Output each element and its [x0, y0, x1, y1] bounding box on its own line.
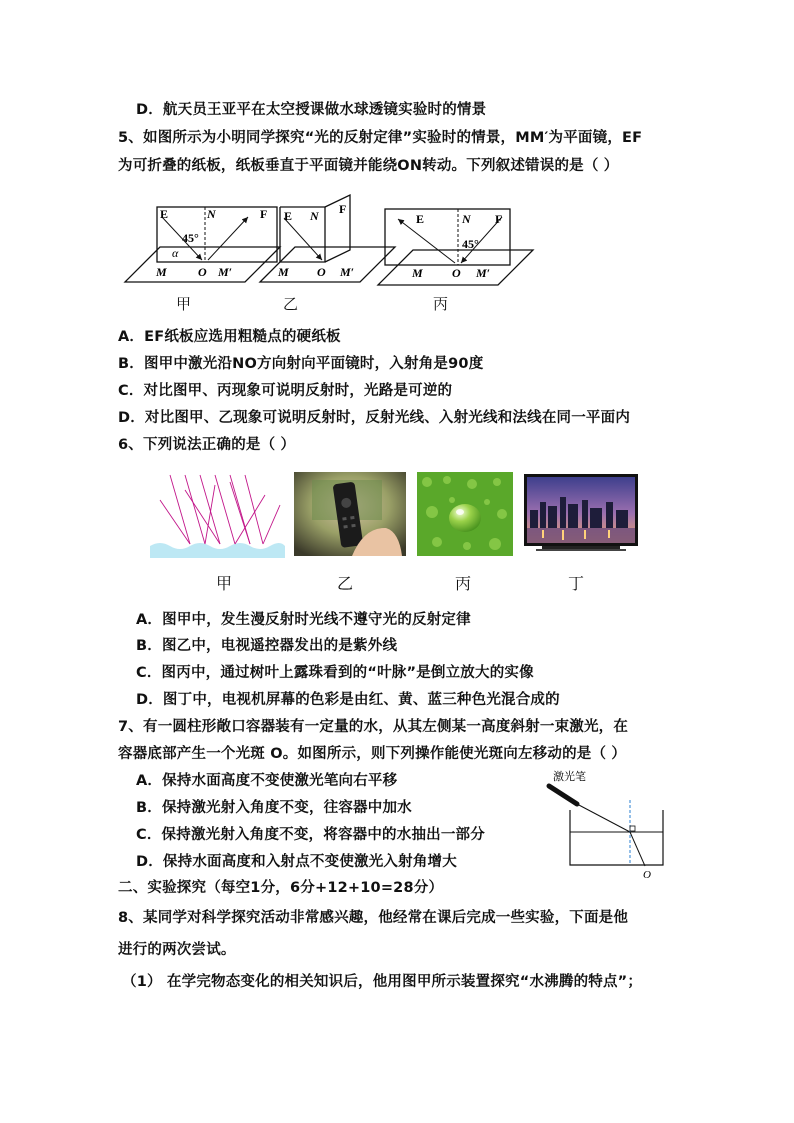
q6-caption-jia: 甲	[216, 574, 233, 593]
q7-option-a: A．保持水面高度不变使激光笔向右平移	[136, 773, 398, 789]
bing-label-n: N	[462, 212, 471, 226]
figure-jia	[125, 207, 280, 282]
yi-label-e: E	[284, 209, 293, 223]
section2-heading: 二、实验探究（每空1分，6分+12+10=28分）	[118, 880, 444, 896]
q7-option-c: C．保持激光射入角度不变，将容器中的水抽出一部分	[136, 827, 485, 843]
yi-label-f: F	[339, 202, 347, 216]
yi-label-m: M	[278, 265, 289, 279]
q8-part1: （1） 在学完物态变化的相关知识后，他用图甲所示装置探究“水沸腾的特点”；	[122, 974, 643, 990]
q6-option-b: B．图乙中，电视遥控器发出的是紫外线	[136, 638, 398, 654]
q6-option-d: D．图丁中，电视机屏幕的色彩是由红、黄、蓝三种色光混合成的	[136, 692, 560, 708]
figure-bing	[378, 209, 533, 285]
q7-stem-line2: 容器底部产生一个光斑 O。如图所示，则下列操作能使光斑向左移动的是（ ）	[118, 746, 627, 762]
jia-label-mp: M′	[218, 265, 233, 279]
bing-label-mp: M′	[476, 266, 491, 280]
bing-label-m: M	[412, 266, 423, 280]
bing-label-o: O	[452, 266, 461, 280]
q5-stem-line1: 5、如图所示为小明同学探究“光的反射定律”实验时的情景，MM′为平面镜，EF	[118, 130, 643, 146]
jia-label-e: E	[160, 207, 169, 221]
q6-image-remote-control	[294, 472, 406, 556]
q6-image-dew-on-leaf	[417, 472, 513, 556]
q7-label-o: O	[643, 869, 651, 880]
q7-stem-line1: 7、有一圆柱形敞口容器装有一定量的水，从其左侧某一高度斜射一束激光，在	[118, 719, 629, 735]
q5-option-b: B．图甲中激光沿NO方向射向平面镜时，入射角是90度	[118, 356, 484, 372]
jia-label-o: O	[198, 265, 207, 279]
yi-label-mp: M′	[340, 265, 355, 279]
q6-image-diffuse-reflection	[145, 470, 285, 558]
bing-label-f: F	[495, 212, 503, 226]
q5-stem-line2: 为可折叠的纸板，纸板垂直于平面镜并能绕ON转动。下列叙述错误的是（ ）	[118, 158, 619, 174]
q7-option-b: B．保持激光射入角度不变，往容器中加水	[136, 800, 412, 816]
q6-stem: 6、下列说法正确的是（ ）	[118, 437, 296, 453]
q5-option-c: C．对比图甲、丙现象可说明反射时，光路是可逆的	[118, 383, 453, 399]
figure-yi	[260, 195, 395, 282]
q6-image-tv-screen	[522, 472, 640, 556]
q5-caption-bing: 丙	[433, 295, 449, 313]
q5-caption-yi: 乙	[283, 295, 299, 313]
jia-angle-45: 45°	[182, 231, 199, 245]
q4-option-d: D．航天员王亚平在太空授课做水球透镜实验时的情景	[136, 102, 487, 118]
jia-label-n: N	[207, 207, 216, 221]
q8-stem-line2: 进行的两次尝试。	[118, 942, 236, 958]
q6-caption-bing: 丙	[455, 574, 472, 593]
jia-label-m: M	[156, 265, 167, 279]
bing-label-e: E	[416, 212, 425, 226]
yi-label-o: O	[317, 265, 326, 279]
q6-caption-ding: 丁	[568, 574, 585, 593]
q5-caption-jia: 甲	[176, 295, 192, 313]
q5-option-a: A．EF纸板应选用粗糙点的硬纸板	[118, 329, 341, 345]
q7-option-d: D．保持水面高度和入射点不变使激光入射角增大	[136, 854, 457, 870]
q6-option-a: A．图甲中，发生漫反射时光线不遵守光的反射定律	[136, 612, 471, 628]
q6-caption-yi: 乙	[337, 574, 354, 593]
jia-label-f: F	[260, 207, 268, 221]
bing-angle-45: 45°	[462, 237, 479, 251]
yi-label-n: N	[310, 209, 319, 223]
q7-label-laser-pen: 激光笔	[553, 771, 586, 783]
jia-angle-alpha: α	[172, 246, 179, 260]
q6-option-c: C．图丙中，通过树叶上露珠看到的“叶脉”是倒立放大的实像	[136, 665, 534, 681]
q8-stem-line1: 8、某同学对科学探究活动非常感兴趣，他经常在课后完成一些实验，下面是他	[118, 910, 629, 926]
q5-option-d: D．对比图甲、乙现象可说明反射时，反射光线、入射光线和法线在同一平面内	[118, 410, 631, 426]
q7-container-figure	[535, 770, 670, 880]
